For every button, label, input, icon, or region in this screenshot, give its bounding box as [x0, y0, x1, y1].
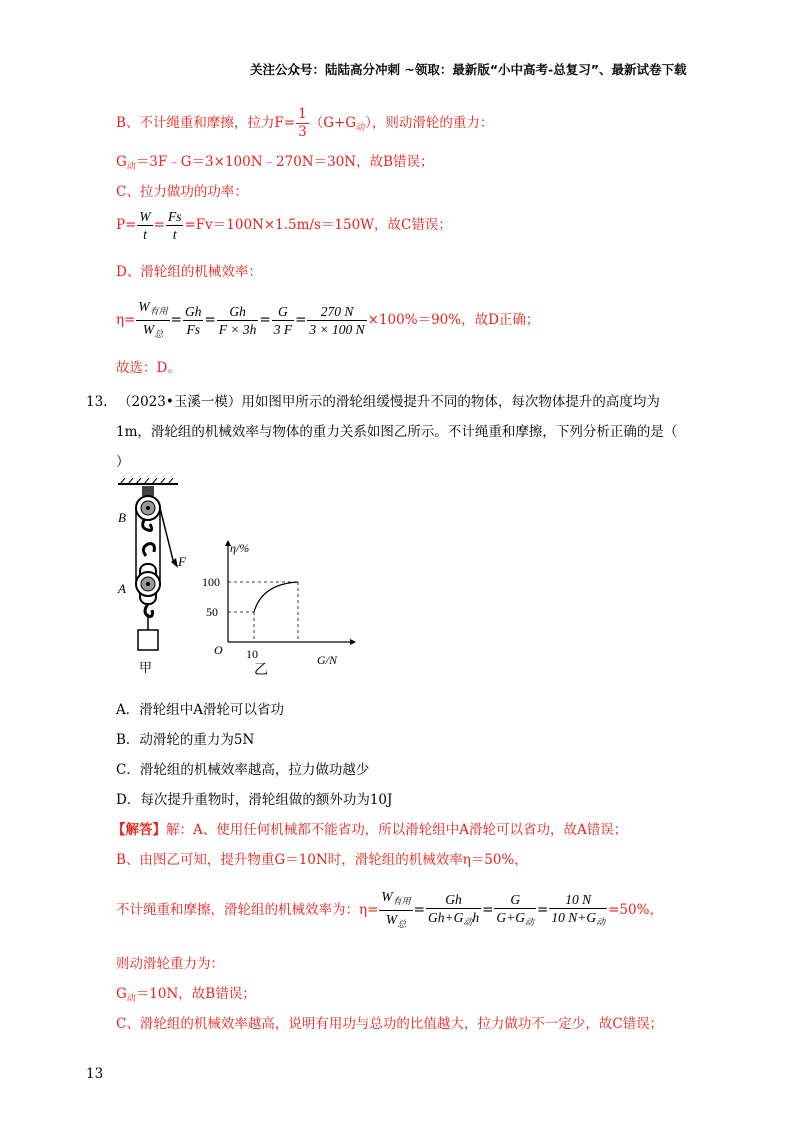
- text: Gh+G: [427, 909, 464, 925]
- denominator: 3: [298, 124, 307, 140]
- denominator: [426, 909, 481, 931]
- subscript: 动: [463, 916, 473, 927]
- tick-50: 50: [206, 605, 218, 619]
- text: 解：A、使用任何机械都不能省功，所以滑轮组中A滑轮可以省功，故A错误；: [166, 822, 628, 838]
- line-d-formula: η= $\frac{W_{有用}}{W_总}$ = $\frac{Gh}{Fs}$ = $\frac{Gh}{F \times 3h}$ = $\frac{G}{3 F}$ = $\frac{270 N}{3 \times 100 N}$ ×100%＝90%，故D正确；: [116, 298, 539, 343]
- subscript: 有用: [392, 896, 411, 906]
- fraction-w-t: [137, 208, 152, 243]
- text: η=: [116, 312, 136, 328]
- y-axis-label: η/%: [230, 541, 250, 555]
- fraction-w-useful-total: [136, 298, 169, 343]
- subscript: 动: [596, 916, 606, 927]
- text: ＝3F﹣G＝3×100N﹣270N＝30N，故B错误；: [135, 154, 434, 170]
- text: （G+G: [309, 115, 357, 131]
- question-stem-line3: ）: [116, 454, 130, 470]
- numerator: G: [272, 303, 294, 321]
- fraction-g-sum: [494, 891, 536, 931]
- numerator: 1: [298, 106, 307, 122]
- line-b-calc: [116, 152, 434, 177]
- text: 10 N+G: [551, 909, 597, 925]
- label-a: A: [118, 581, 126, 596]
- solution-tag: 【解答】: [112, 822, 166, 838]
- solution-line5: [116, 984, 256, 1009]
- numerator: Gh: [217, 303, 259, 321]
- tick-100: 100: [202, 575, 220, 589]
- fraction-270-300: [307, 303, 366, 338]
- line-d-intro: D、滑轮组的机械效率：: [116, 264, 262, 280]
- numerator: W: [139, 209, 151, 224]
- text: ×100%＝90%，故D正确；: [367, 312, 540, 328]
- label-f: F: [178, 554, 186, 569]
- numerator: 270 N: [307, 303, 366, 321]
- solution-line2: B、由图乙可知，提升物重G＝10N时，滑轮组的机械效率η＝50%，: [116, 852, 528, 868]
- label-b: B: [118, 510, 126, 525]
- text: h: [472, 909, 480, 925]
- denominator: 3 × 100 N: [309, 322, 365, 337]
- subscript: 动: [126, 162, 136, 172]
- numerator: 10 N: [549, 891, 607, 909]
- symbol: W: [142, 322, 155, 337]
- fraction-g-3f: [272, 303, 294, 338]
- option-b: B．动滑轮的重力为5N: [116, 732, 255, 748]
- subscript: 动: [525, 916, 535, 927]
- denominator: Fs: [186, 322, 200, 337]
- efficiency-graph: [200, 536, 360, 676]
- denominator: t: [172, 227, 177, 242]
- numerator: [379, 888, 412, 911]
- question-stem-line1: （2023•玉溪一模）用如图甲所示的滑轮组缓慢提升不同的物体，每次物体提升的高度均为: [118, 394, 660, 410]
- numerator: Gh: [184, 304, 202, 319]
- numerator: Fs: [167, 209, 182, 224]
- option-a: A．滑轮组中A滑轮可以省功: [116, 702, 284, 718]
- solution-efficiency-formula: 不计绳重和摩擦，滑轮组的机械效率为：η= $\frac{W_{有用}}{W_总}$ = $\frac{Gh}{Gh+G_动h}$ = $\frac{G}{G+G_动}$ = $\frac{10 N}{10 N+G_动}$ =50%，: [116, 888, 663, 933]
- text: ＝10N，故B错误；: [135, 986, 256, 1002]
- line-b-intro: [116, 106, 493, 141]
- denominator: [136, 321, 169, 343]
- text: =: [153, 217, 165, 233]
- efficiency-curve: [254, 582, 298, 612]
- line-c-intro: C、拉力做功的功率：: [116, 184, 248, 200]
- fraction-gh-sum: [426, 891, 481, 931]
- solution-line4: 则动滑轮重力为：: [116, 956, 224, 972]
- text: =Fv＝100N×1.5m/s＝150W，故C错误；: [184, 217, 452, 233]
- question-stem-line2: 1m，滑轮组的机械效率与物体的重力关系如图乙所示。不计绳重和摩擦，下列分析正确的是（: [116, 424, 678, 440]
- fraction-gh-fs: [183, 303, 204, 338]
- pulley-figure: [108, 478, 204, 678]
- denominator: 3 F: [273, 322, 293, 337]
- answer-line: 故选：D。: [116, 360, 181, 376]
- text: G: [116, 154, 127, 170]
- text: G: [116, 986, 127, 1002]
- text: B、不计绳重和摩擦，拉力F=: [116, 115, 296, 131]
- option-c: C．滑轮组的机械效率越高，拉力做功越少: [116, 762, 370, 778]
- text: G+G: [496, 909, 526, 925]
- solution-line1: [112, 820, 627, 840]
- subscript: 有用: [149, 306, 168, 316]
- x-axis-label: G/N: [317, 653, 338, 667]
- page-number: 13: [86, 1066, 104, 1082]
- text: P=: [116, 217, 137, 233]
- fraction-10n-sum: [549, 891, 607, 931]
- numerator: Gh: [426, 891, 481, 909]
- subscript: 总: [397, 919, 407, 929]
- text: =50%，: [608, 902, 663, 918]
- solution-line6: C、滑轮组的机械效率越高，说明有用功与总功的比值越大，拉力做功不一定少，故C错误；: [116, 1016, 664, 1032]
- option-d: D．每次提升重物时，滑轮组做的额外功为10J: [116, 792, 393, 808]
- fraction-gh-f3h: [217, 303, 259, 338]
- text: ），则动滑轮的重力：: [365, 115, 494, 131]
- symbol: W: [138, 299, 150, 314]
- numerator: G: [494, 891, 536, 909]
- subscript: 动: [126, 994, 136, 1004]
- denominator: [379, 911, 412, 933]
- fraction-fs-t: [166, 208, 184, 243]
- label-yi: 乙: [254, 663, 268, 676]
- label-jia: 甲: [139, 660, 153, 675]
- question-number: 13.: [86, 394, 108, 410]
- subscript: 总: [154, 329, 164, 339]
- tick-10: 10: [246, 647, 258, 661]
- text: 不计绳重和摩擦，滑轮组的机械效率为：η=: [116, 902, 379, 918]
- symbol: W: [385, 912, 398, 927]
- numerator: [136, 298, 169, 321]
- fraction-one-third: [296, 106, 309, 141]
- line-c-formula: [116, 208, 452, 243]
- origin-label: O: [214, 643, 223, 657]
- symbol: W: [381, 889, 393, 904]
- denominator: [494, 909, 536, 931]
- fraction-w-useful-total: [379, 888, 412, 933]
- denominator: F × 3h: [218, 322, 257, 337]
- denominator: t: [143, 227, 147, 242]
- denominator: [549, 909, 607, 931]
- page-header: 关注公众号：陆陆高分冲刺 ~领取：最新版“小中高考-总复习”、最新试卷下载: [250, 62, 687, 77]
- subscript: 动: [356, 123, 366, 133]
